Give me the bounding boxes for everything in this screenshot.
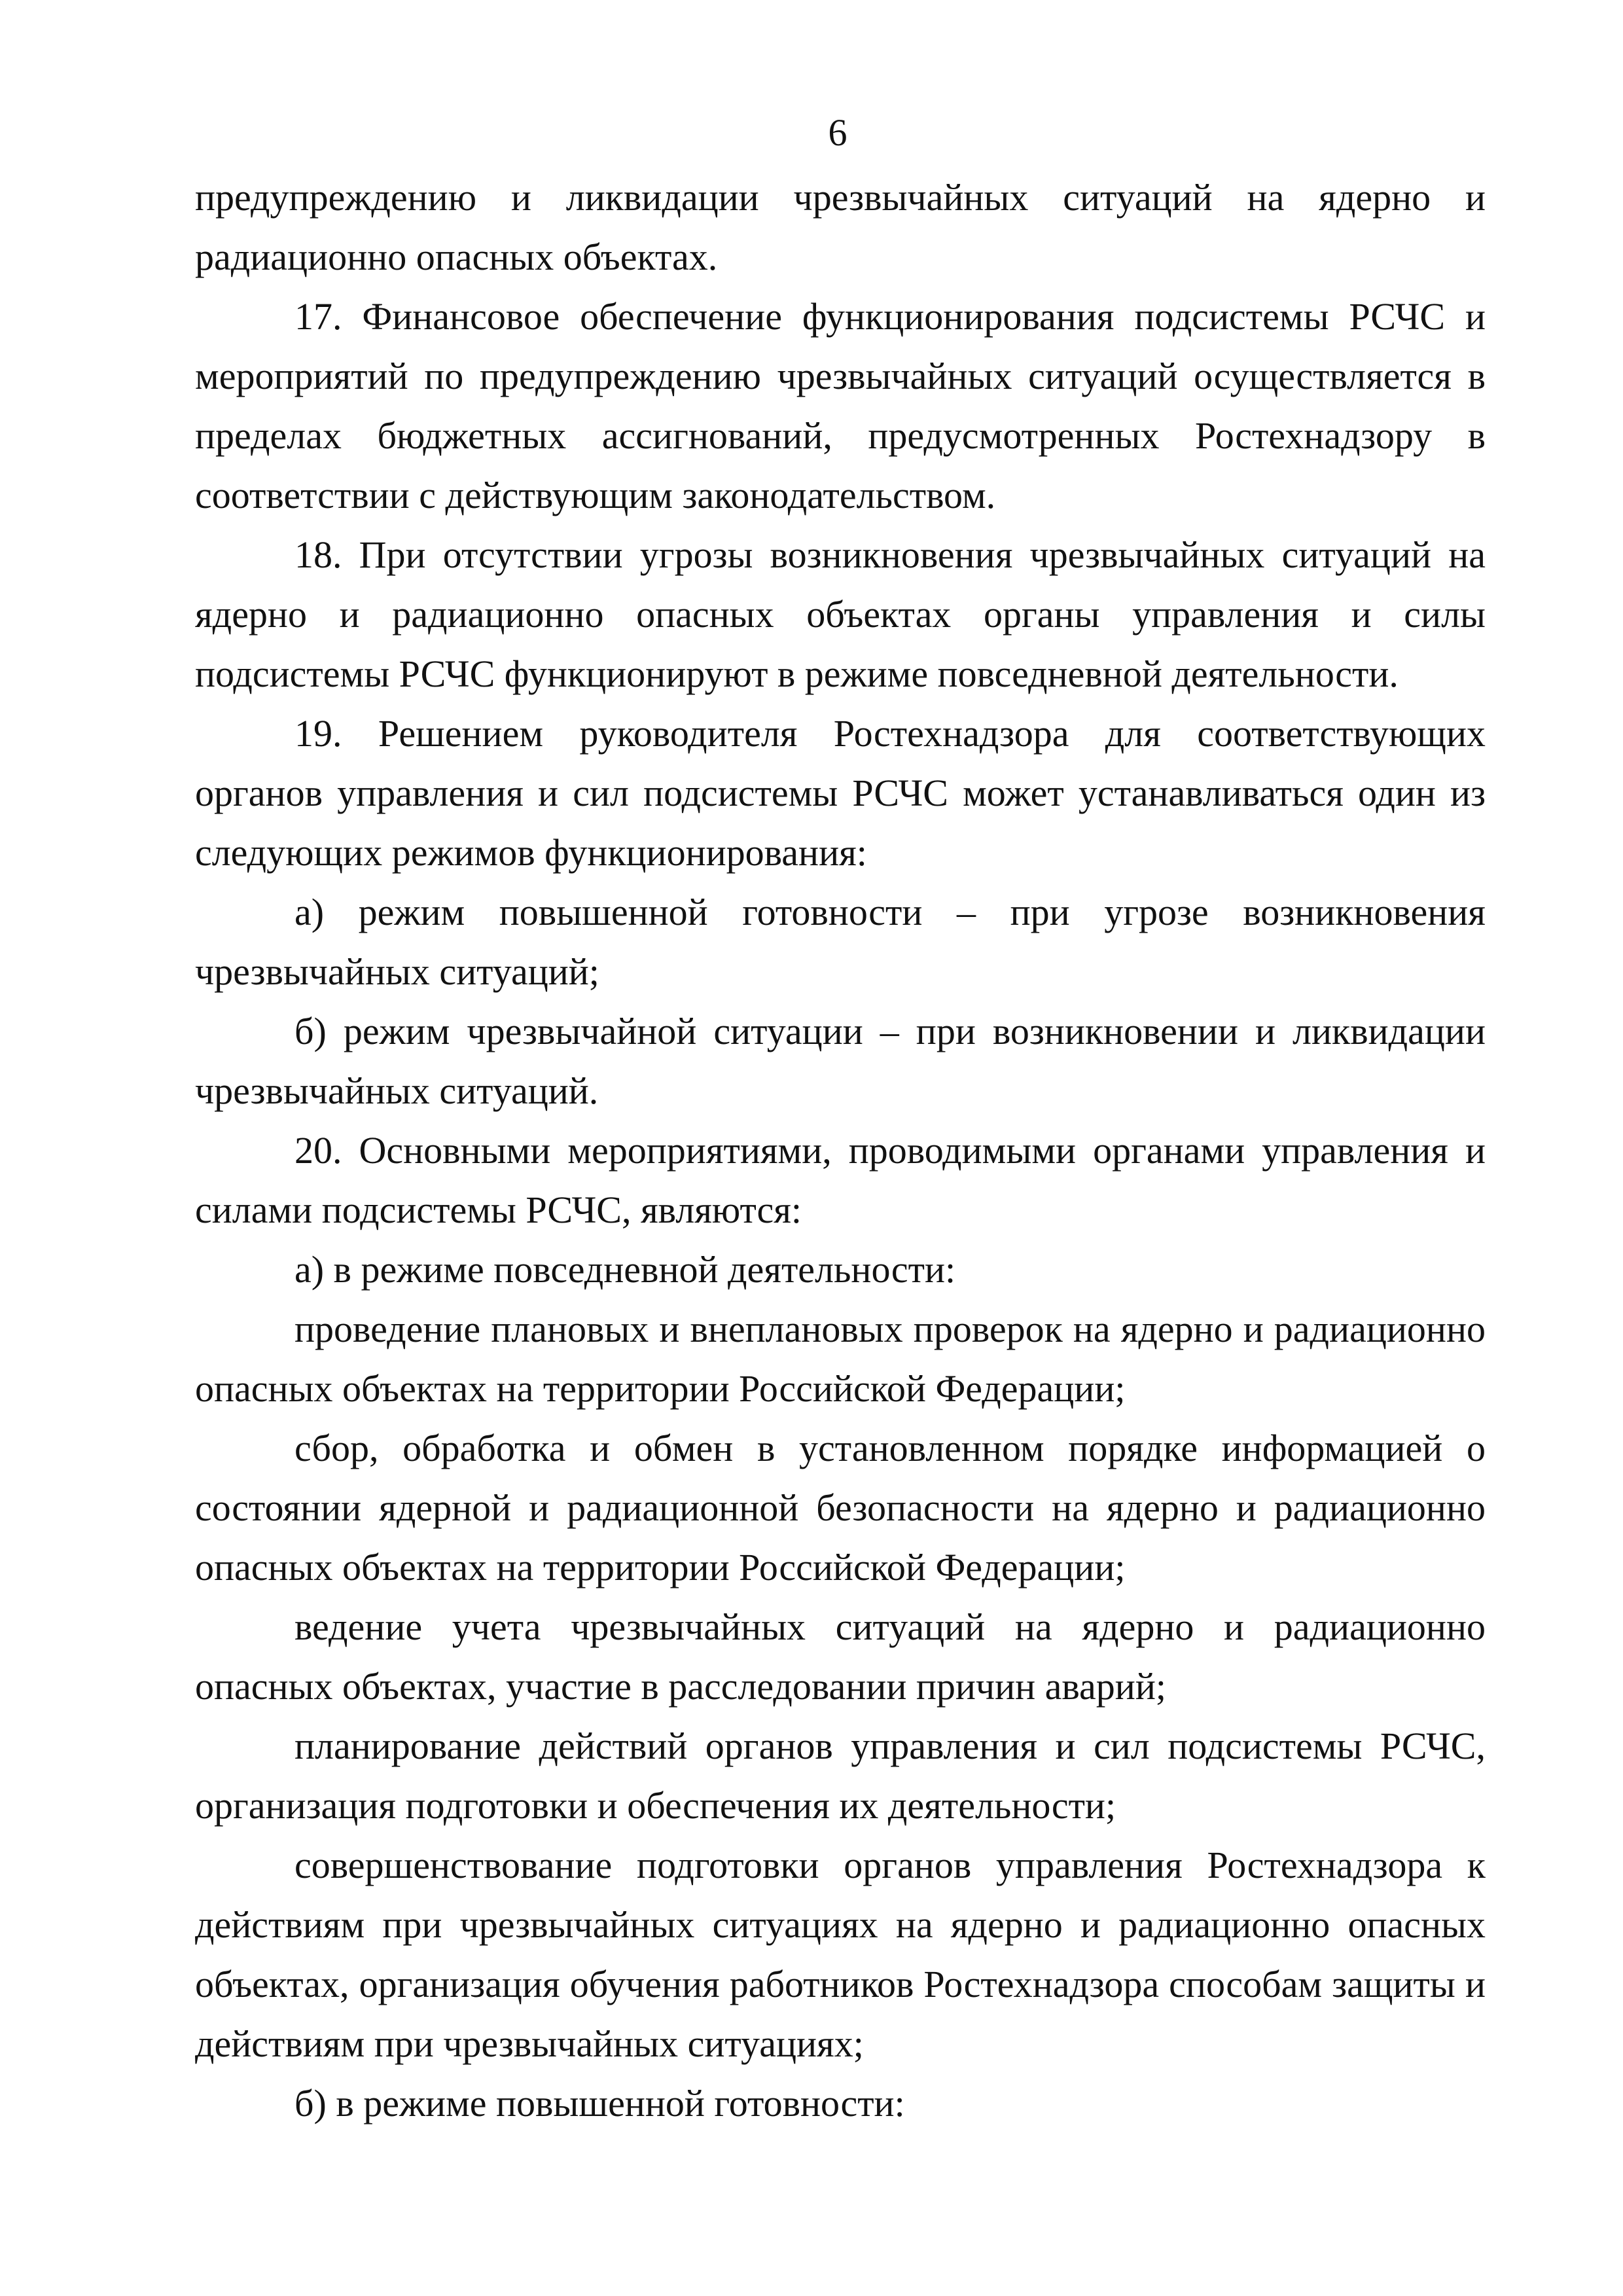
list-item-19a: а) режим повышенной готовности – при угрозе возникновения чрезвычайных ситуаций;	[195, 891, 1486, 993]
list-item-20b: б) в режиме повышенной готовности:	[294, 2082, 905, 2125]
document-body	[195, 168, 1486, 2133]
page-number: 6	[828, 111, 847, 154]
paragraph-continuation: предупреждению и ликвидации чрезвычайных ситуаций на ядерно и радиационно опасных объектах.	[195, 176, 1486, 278]
paragraph-20: 20. Основными мероприятиями, проводимыми органами управления и силами подсистемы РСЧС, являются:	[195, 1129, 1486, 1231]
paragraph-17: 17. Финансовое обеспечение функционирования подсистемы РСЧС и мероприятий по предупреждению чрезвычайных ситуаций осуществляется в пределах бюджетных ассигнований, предусмотренных Ростехнадзору в соответствии с действующим законодательством.	[195, 295, 1486, 516]
measure-planning: планирование действий органов управления и сил подсистемы РСЧС, организация подготовки и обеспечения их деятельности;	[195, 1725, 1486, 1827]
list-item-19b: б) режим чрезвычайной ситуации – при возникновении и ликвидации чрезвычайных ситуаций.	[195, 1010, 1486, 1112]
paragraph-19: 19. Решением руководителя Ростехнадзора для соответствующих органов управления и сил подсистемы РСЧС может устанавливаться один из следующих режимов функционирования:	[195, 712, 1486, 874]
measure-information-exchange: сбор, обработка и обмен в установленном порядке информацией о состоянии ядерной и радиационной безопасности на ядерно и радиационно опасных объектах на территории Российской Федерации;	[195, 1427, 1486, 1588]
measure-inspections: проведение плановых и внеплановых проверок на ядерно и радиационно опасных объектах на территории Российской Федерации;	[195, 1308, 1486, 1410]
measure-accounting: ведение учета чрезвычайных ситуаций на ядерно и радиационно опасных объектах, участие в расследовании причин аварий;	[195, 1605, 1486, 1708]
list-item-20a: а) в режиме повседневной деятельности:	[294, 1248, 956, 1291]
paragraph-18: 18. При отсутствии угрозы возникновения чрезвычайных ситуаций на ядерно и радиационно опасных объектах органы управления и силы подсистемы РСЧС функционируют в режиме повседневной деятельности.	[195, 533, 1486, 695]
measure-training: совершенствование подготовки органов управления Ростехнадзора к действиям при чрезвычайных ситуациях на ядерно и радиационно опасных объектах, организация обучения работников Ростехнадзора способам защиты и действиям при чрезвычайных ситуациях;	[195, 1844, 1486, 2065]
